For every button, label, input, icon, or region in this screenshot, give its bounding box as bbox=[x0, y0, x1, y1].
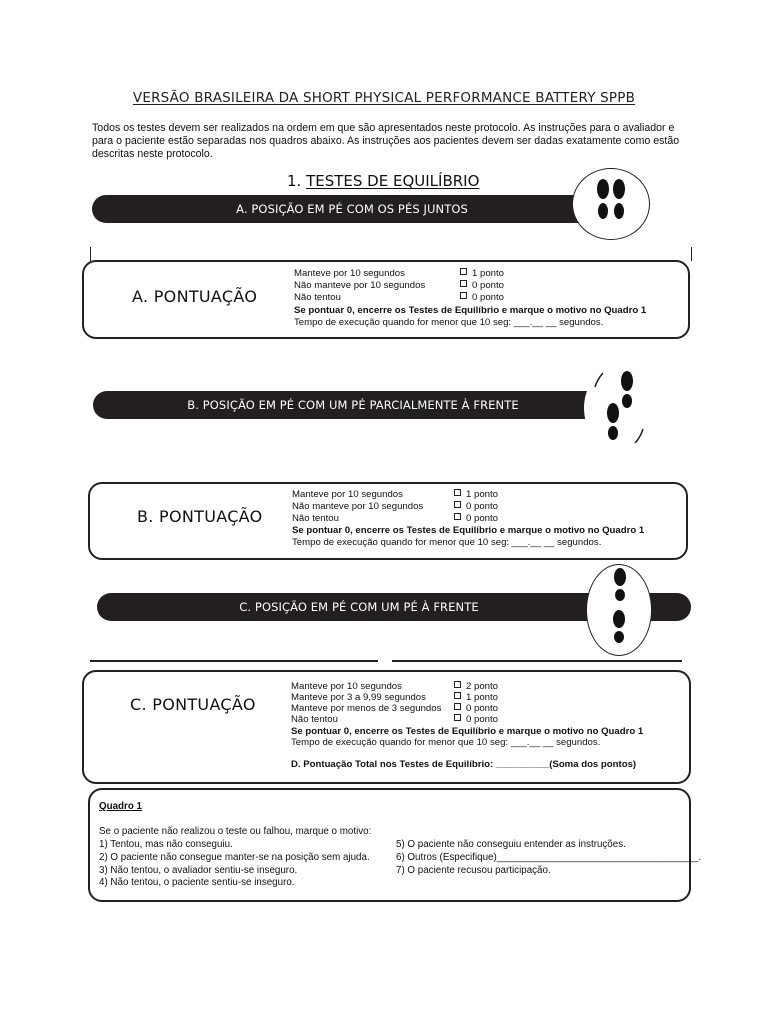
checkbox-icon bbox=[460, 268, 467, 275]
test-c-option-1: Manteve por 10 segundos bbox=[291, 681, 402, 692]
test-b-time-note[interactable]: Tempo de execução quando for menor que 10 seg: ___.__ __ segundos. bbox=[292, 537, 602, 548]
test-a-option-3-checkbox[interactable]: 0 ponto bbox=[460, 292, 504, 303]
reason-item-6[interactable]: 6) Outros (Especifique)_____________________________________. bbox=[396, 852, 702, 863]
test-a-time-note[interactable]: Tempo de execução quando for menor que 10 seg: ___.__ __ segundos. bbox=[294, 317, 604, 328]
feet-semi-tandem-icon bbox=[584, 366, 654, 450]
test-c-bar-label: C. POSIÇÃO EM PÉ COM UM PÉ À FRENTE bbox=[239, 600, 479, 614]
checkbox-icon bbox=[454, 501, 461, 508]
test-a-option-1-checkbox[interactable]: 1 ponto bbox=[460, 268, 504, 279]
test-a-stop-note: Se pontuar 0, encerre os Testes de Equilíbrio e marque o motivo no Quadro 1 bbox=[294, 305, 647, 316]
test-b-option-1: Manteve por 10 segundos bbox=[292, 489, 403, 500]
test-c-stop-note: Se pontuar 0, encerre os Testes de Equilíbrio e marque o motivo no Quadro 1 bbox=[291, 726, 644, 737]
test-a-option-3: Não tentou bbox=[294, 292, 341, 303]
checkbox-icon bbox=[454, 703, 461, 710]
checkbox-icon bbox=[460, 280, 467, 287]
reason-item-7[interactable]: 7) O paciente recusou participação. bbox=[396, 865, 551, 876]
test-c-score-label: C. PONTUAÇÃO bbox=[130, 695, 256, 714]
test-b-bar bbox=[93, 391, 613, 419]
test-c-option-3-checkbox[interactable]: 0 ponto bbox=[454, 703, 498, 714]
divider-right bbox=[392, 660, 682, 662]
test-a-option-1: Manteve por 10 segundos bbox=[294, 268, 405, 279]
test-a-instruction-frame bbox=[90, 247, 692, 261]
reason-item-1[interactable]: 1) Tentou, mas não conseguiu. bbox=[99, 839, 233, 850]
test-b-option-3-checkbox[interactable]: 0 ponto bbox=[454, 513, 498, 524]
test-b-stop-note: Se pontuar 0, encerre os Testes de Equilíbrio e marque o motivo no Quadro 1 bbox=[292, 525, 645, 536]
checkbox-icon bbox=[454, 681, 461, 688]
test-b-option-2-checkbox[interactable]: 0 ponto bbox=[454, 501, 498, 512]
test-c-option-4-checkbox[interactable]: 0 ponto bbox=[454, 714, 498, 725]
feet-tandem-icon bbox=[586, 564, 652, 656]
test-b-bar-label: B. POSIÇÃO EM PÉ COM UM PÉ PARCIALMENTE À FRENTE bbox=[187, 398, 519, 412]
test-c-option-3: Manteve por menos de 3 segundos bbox=[291, 703, 442, 714]
feet-together-icon bbox=[572, 168, 650, 240]
test-b-option-3: Não tentou bbox=[292, 513, 339, 524]
test-c-time-note[interactable]: Tempo de execução quando for menor que 10 seg: ___.__ __ segundos. bbox=[291, 737, 601, 748]
test-b-option-1-checkbox[interactable]: 1 ponto bbox=[454, 489, 498, 500]
test-a-bar bbox=[92, 195, 612, 223]
test-c-option-4: Não tentou bbox=[291, 714, 338, 725]
section-heading bbox=[287, 172, 479, 190]
divider-left bbox=[90, 660, 378, 662]
reason-item-2[interactable]: 2) O paciente não consegue manter-se na posição sem ajuda. bbox=[99, 852, 370, 863]
checkbox-icon bbox=[454, 489, 461, 496]
checkbox-icon bbox=[460, 292, 467, 299]
test-a-score-label: A. PONTUAÇÃO bbox=[132, 287, 258, 306]
document-title: VERSÃO BRASILEIRA DA SHORT PHYSICAL PERFORMANCE BATTERY SPPB bbox=[132, 90, 636, 106]
total-score-note[interactable]: D. Pontuação Total nos Testes de Equilíbrio: __________(Soma dos pontos) bbox=[291, 759, 637, 770]
quadro-1-title: Quadro 1 bbox=[99, 801, 143, 812]
checkbox-icon bbox=[454, 513, 461, 520]
section-number: 1. bbox=[287, 172, 302, 190]
intro-paragraph: Todos os testes devem ser realizados na ordem em que são apresentados neste protocolo. As instruções para o avaliador e para o paciente estão separadas nos quadros abaixo. As instruções aos pacientes devem ser dadas exatamente como estão descritas neste protocolo. bbox=[92, 122, 680, 160]
test-c-option-2: Manteve por 3 a 9,99 segundos bbox=[291, 692, 426, 703]
reason-item-4[interactable]: 4) Não tentou, o paciente sentiu-se inseguro. bbox=[99, 877, 295, 888]
quadro-1-intro: Se o paciente não realizou o teste ou falhou, marque o motivo: bbox=[99, 826, 372, 837]
reason-item-3[interactable]: 3) Não tentou, o avaliador sentiu-se inseguro. bbox=[99, 865, 298, 876]
test-c-option-1-checkbox[interactable]: 2 ponto bbox=[454, 681, 498, 692]
reason-item-5[interactable]: 5) O paciente não conseguiu entender as instruções. bbox=[396, 839, 626, 850]
section-title: TESTES DE EQUILÍBRIO bbox=[306, 172, 480, 190]
test-c-option-2-checkbox[interactable]: 1 ponto bbox=[454, 692, 498, 703]
checkbox-icon bbox=[454, 714, 461, 721]
test-a-option-2: Não manteve por 10 segundos bbox=[294, 280, 426, 291]
test-a-bar-label: A. POSIÇÃO EM PÉ COM OS PÉS JUNTOS bbox=[236, 202, 468, 216]
test-a-option-2-checkbox[interactable]: 0 ponto bbox=[460, 280, 504, 291]
checkbox-icon bbox=[454, 692, 461, 699]
test-b-option-2: Não manteve por 10 segundos bbox=[292, 501, 424, 512]
test-b-score-label: B. PONTUAÇÃO bbox=[137, 507, 263, 526]
